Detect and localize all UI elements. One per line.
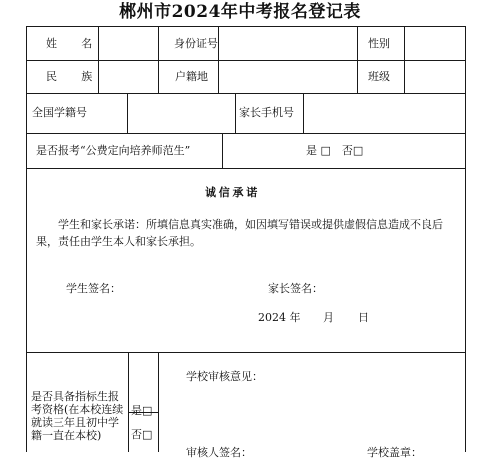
school-seal-label: 学校盖章： — [367, 446, 422, 459]
class-label: 班级 — [368, 70, 390, 83]
row-divider — [26, 93, 466, 94]
school-review-label: 学校审核意见： — [186, 370, 263, 383]
col-divider — [158, 352, 159, 452]
date-month: 月 — [323, 311, 334, 324]
normal-student-question: 是否报考“公费定向培养师范生” — [36, 144, 191, 157]
student-signature-label: 学生签名： — [66, 282, 121, 295]
row-divider — [26, 60, 466, 61]
commitment-text: 学生和家长承诺：所填信息真实准确，如因填写错误或提供虚假信息造成不良后果，责任由学生本人和家长承担。 — [36, 218, 443, 248]
table-border-right — [465, 26, 466, 452]
row-divider — [26, 352, 466, 353]
col-divider — [158, 26, 159, 93]
reviewer-signature-label: 审核人签名： — [186, 446, 252, 459]
name-label: 姓 名 — [46, 37, 99, 50]
col-divider — [303, 93, 304, 133]
parent-phone-label: 家长手机号 — [239, 106, 294, 119]
gender-label: 性别 — [368, 37, 390, 50]
student-number-label: 全国学籍号 — [32, 106, 87, 119]
table-border-top — [26, 26, 466, 27]
household-label: 户籍地 — [175, 70, 208, 83]
col-divider — [404, 26, 405, 93]
col-divider — [127, 93, 128, 133]
ethnicity-label: 民 族 — [46, 70, 99, 83]
col-divider — [222, 133, 223, 168]
eligibility-question: 是否具备指标生报考资格(在本校连续就读三年且初中学籍一直在本校) — [31, 390, 124, 442]
parent-signature-label: 家长签名： — [268, 282, 323, 295]
col-divider — [357, 26, 358, 93]
date-day: 日 — [358, 311, 369, 324]
col-divider — [235, 93, 236, 133]
normal-student-answer: 是 □ 否□ — [306, 144, 364, 157]
row-divider — [26, 133, 466, 134]
form-title: 郴州市2024年中考报名登记表 — [119, 2, 361, 22]
eligibility-yes: 是□ — [131, 404, 153, 417]
commitment-heading: 诚信承诺 — [205, 186, 260, 199]
id-number-label: 身份证号 — [174, 37, 218, 50]
date-year: 2024 年 — [258, 311, 301, 324]
row-divider — [26, 168, 466, 169]
col-divider — [218, 26, 219, 93]
eligibility-no: 否□ — [131, 428, 153, 441]
table-border-left — [26, 26, 27, 452]
col-divider — [128, 352, 129, 452]
